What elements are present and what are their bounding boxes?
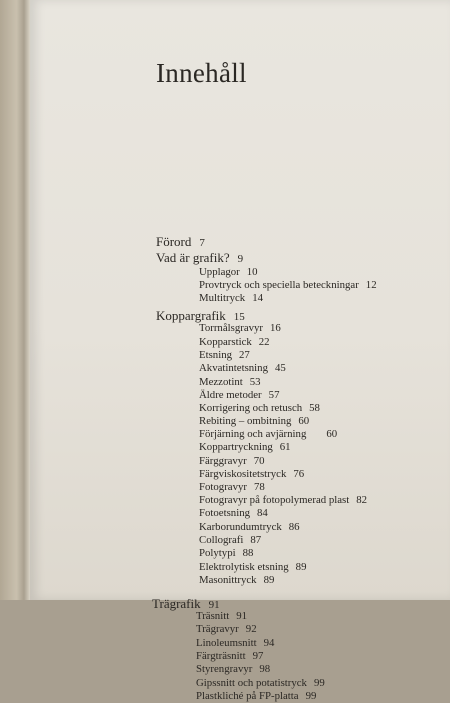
toc-entry-title: Upplagor bbox=[199, 266, 240, 278]
toc-entry-title: Plastkliché på FP-platta bbox=[196, 690, 299, 702]
toc-entry-page: 92 bbox=[245, 623, 257, 635]
toc-entry bbox=[199, 415, 309, 428]
toc-entry-title: Masonittryck bbox=[199, 574, 257, 586]
toc-entry-page: 22 bbox=[258, 336, 270, 348]
toc-entry-title: Fotogravyr på fotopolymerad plast bbox=[199, 494, 350, 506]
toc-entry-title: Akvatintetsning bbox=[199, 362, 268, 374]
toc-entry-title: Provtryck och speciella beteckningar bbox=[199, 279, 359, 291]
toc-entry-page: 53 bbox=[249, 376, 261, 388]
book-spine bbox=[0, 0, 30, 600]
toc-entry-title: Trägravyr bbox=[196, 623, 239, 635]
toc-entry-title: Fotoetsning bbox=[199, 507, 250, 519]
toc-entry bbox=[199, 322, 281, 335]
toc-entry-title: Koppartryckning bbox=[199, 441, 273, 453]
toc-entry bbox=[196, 690, 316, 703]
toc-entry-title: Färgviskositetstryck bbox=[199, 468, 287, 480]
toc-entry-title: Multitryck bbox=[199, 292, 246, 304]
toc-entry-title: Gipssnitt och potatistryck bbox=[196, 677, 307, 689]
toc-entry-page: 91 bbox=[208, 599, 220, 611]
toc-entry bbox=[199, 441, 291, 454]
toc-entry-title: Elektrolytisk etsning bbox=[199, 561, 289, 573]
toc-entry-page: 70 bbox=[253, 455, 265, 467]
toc-entry-page: 60 bbox=[298, 415, 310, 427]
toc-entry bbox=[199, 455, 265, 468]
toc-entry bbox=[199, 279, 377, 292]
toc-entry bbox=[196, 610, 247, 623]
toc-entry bbox=[199, 428, 337, 441]
toc-entry-page: 82 bbox=[356, 494, 368, 506]
toc-entry-page: 14 bbox=[252, 292, 263, 304]
toc-entry-page: 7 bbox=[199, 237, 205, 249]
toc-entry-title: Torrnålsgravyr bbox=[199, 322, 264, 334]
toc-entry-page: 60 bbox=[326, 428, 338, 440]
toc-entry bbox=[199, 402, 320, 415]
toc-entry-page: 89 bbox=[295, 561, 307, 573]
toc-entry-title: Karborundumtryck bbox=[199, 521, 282, 533]
toc-entry-title: Linoleumsnitt bbox=[196, 637, 257, 649]
toc-entry-page: 88 bbox=[242, 547, 254, 559]
toc-entry-page: 84 bbox=[257, 507, 268, 519]
toc-entry-title: Förjärning och avjärning bbox=[199, 428, 307, 440]
toc-entry-title: Collografi bbox=[199, 534, 244, 546]
toc-entry-title: Äldre metoder bbox=[199, 389, 262, 401]
toc-entry-page: 15 bbox=[233, 311, 245, 323]
toc-entry bbox=[196, 677, 325, 690]
toc-entry bbox=[199, 521, 300, 534]
toc-entry bbox=[196, 663, 270, 676]
page-title: Innehåll bbox=[156, 58, 247, 89]
toc-entry-page: 57 bbox=[268, 389, 280, 401]
toc-entry bbox=[199, 468, 304, 481]
toc-entry-page: 97 bbox=[252, 650, 264, 662]
toc-entry-page: 94 bbox=[263, 637, 275, 649]
toc-entry-title: Kopparstick bbox=[199, 336, 252, 348]
toc-entry-page: 61 bbox=[279, 441, 291, 453]
toc-entry bbox=[196, 623, 257, 636]
toc-entry-page: 98 bbox=[259, 663, 271, 675]
toc-entry-title: Koppargrafik bbox=[156, 308, 226, 323]
toc-entry-title: Trägrafik bbox=[152, 596, 201, 611]
toc-entry bbox=[199, 292, 263, 305]
toc-entry-page: 9 bbox=[237, 253, 244, 265]
toc-entry-title: Färgträsnitt bbox=[196, 650, 246, 662]
toc-entry-title: Färggravyr bbox=[199, 455, 247, 467]
toc-entry bbox=[199, 266, 258, 279]
toc-entry-title: Fotogravyr bbox=[199, 481, 247, 493]
toc-entry bbox=[199, 336, 270, 349]
toc-entry bbox=[196, 650, 263, 663]
toc-entry-title: Träsnitt bbox=[196, 610, 230, 622]
toc-entry-page: 86 bbox=[288, 521, 300, 533]
toc-entry bbox=[199, 534, 261, 547]
toc-entry-page: 10 bbox=[246, 266, 258, 278]
toc-entry bbox=[199, 362, 286, 375]
toc-entry bbox=[199, 376, 261, 389]
toc-entry bbox=[199, 507, 268, 520]
toc-entry-page: 99 bbox=[305, 690, 317, 702]
toc-entry-page: 16 bbox=[270, 322, 281, 334]
toc-entry-title: Mezzotint bbox=[199, 376, 243, 388]
toc-entry-page: 91 bbox=[236, 610, 247, 622]
toc-entry bbox=[199, 349, 250, 362]
toc-entry-title: Rebiting – ombitning bbox=[199, 415, 292, 427]
toc-entry bbox=[199, 561, 306, 574]
toc-entry-title: Styrengravyr bbox=[196, 663, 253, 675]
toc-entry bbox=[199, 481, 265, 494]
toc-entry-title: Korrigering och retusch bbox=[199, 402, 303, 414]
toc-entry-page: 78 bbox=[253, 481, 265, 493]
toc-entry bbox=[156, 250, 243, 267]
toc-entry-title: Polytypi bbox=[199, 547, 236, 559]
toc-entry bbox=[199, 574, 274, 587]
toc-entry bbox=[156, 234, 205, 251]
toc-entry-page: 99 bbox=[313, 677, 325, 689]
toc-entry-title: Förord bbox=[156, 234, 192, 249]
toc-entry-page: 27 bbox=[239, 349, 250, 361]
toc-entry-title: Etsning bbox=[199, 349, 232, 361]
toc-entry bbox=[199, 389, 279, 402]
toc-entry-page: 87 bbox=[250, 534, 262, 546]
toc-entry-page: 58 bbox=[309, 402, 320, 414]
toc-entry-page: 89 bbox=[263, 574, 275, 586]
toc-entry-page: 12 bbox=[365, 279, 377, 291]
toc-entry-page: 76 bbox=[293, 468, 305, 480]
toc-entry-page: 45 bbox=[274, 362, 286, 374]
toc-entry-title: Vad är grafik? bbox=[156, 250, 230, 265]
toc-entry bbox=[199, 547, 253, 560]
toc-entry bbox=[196, 637, 274, 650]
toc-entry bbox=[199, 494, 367, 507]
